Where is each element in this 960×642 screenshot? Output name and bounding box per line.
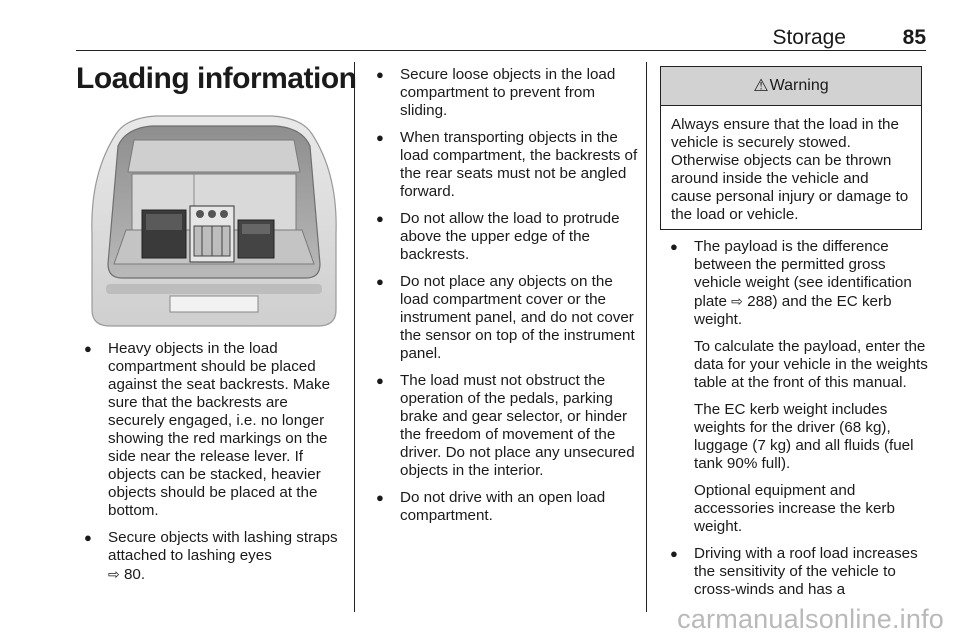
column-divider-2: [646, 62, 647, 612]
column-1: [84, 340, 346, 593]
list-item: ● The payload is the difference between the permitted gross vehicle weight (see identification plate ⇨ 288) and the EC kerb weight. To calculate the payload, enter the data for your vehicle in the weights table at the front of this manual. The EC kerb weight includes weights for the driver (68 kg), luggage (7 kg) and all fluids (fuel tank 90% full). Optional equipment and accessories increase the kerb weight.: [670, 238, 932, 536]
bullet-list-1: [84, 340, 346, 584]
column-2: [376, 66, 638, 534]
warning-triangle-icon: ⚠: [753, 76, 769, 95]
column-3: [670, 238, 932, 608]
bullet-list-3: [670, 238, 932, 599]
list-item: ● Do not allow the load to protrude above the upper edge of the backrests.: [376, 210, 638, 264]
page-title: Loading information: [76, 62, 357, 95]
car-load-compartment-illustration: [86, 114, 342, 328]
section-title: Storage: [772, 26, 846, 49]
list-item: ● Secure objects with lashing straps attached to lashing eyes ⇨ 80.: [84, 529, 346, 584]
list-item: ● Secure loose objects in the load compartment to prevent from sliding.: [376, 66, 638, 120]
header-divider: [76, 50, 926, 51]
column-divider-1: [354, 62, 355, 612]
page-header: [76, 26, 926, 56]
page-reference[interactable]: 288) and the EC kerb weight.: [694, 293, 892, 328]
warning-header: [661, 67, 921, 106]
warning-text: Always ensure that the load in the vehicle is securely stowed. Otherwise objects can be thrown around inside the vehicle and cause personal injury or damage to the load or vehicle.: [671, 116, 909, 223]
list-item: ● Do not place any objects on the load compartment cover or the instrument panel, and do not cover the sensor on top of the instrument panel.: [376, 273, 638, 363]
warning-title: Warning: [769, 77, 829, 94]
paragraph: To calculate the payload, enter the data for your vehicle in the weights table at the front of this manual.: [694, 338, 928, 391]
bullet-list-2: [376, 66, 638, 525]
paragraph: The EC kerb weight includes weights for the driver (68 kg), luggage (7 kg) and all fluids (fuel tank 90% full).: [694, 401, 914, 472]
paragraph: Optional equipment and accessories increase the kerb weight.: [694, 482, 895, 535]
list-item: ● Do not drive with an open load compartment.: [376, 489, 638, 525]
page-number: 85: [902, 26, 926, 49]
list-item: ● The load must not obstruct the operation of the pedals, parking brake and gear selector, or hinder the freedom of movement of the driver. Do not place any unsecured objects in the interior.: [376, 372, 638, 480]
page-reference[interactable]: 80.: [123, 566, 146, 583]
list-item: ● Heavy objects in the load compartment should be placed against the seat backrests. Make sure that the backrests are securely engaged, i.e. no longer showing the red markings on the side near the release lever. If objects can be stacked, heavier objects should be placed at the bottom.: [84, 340, 346, 520]
arrow-reference-icon: ⇨: [731, 293, 743, 309]
list-item: ● Driving with a roof load increases the sensitivity of the vehicle to cross-winds and has a: [670, 545, 932, 599]
watermark: carmanualsonline.info: [677, 604, 944, 634]
warning-box: [660, 66, 922, 230]
list-item: ● When transporting objects in the load compartment, the backrests of the rear seats must not be angled forward.: [376, 129, 638, 201]
arrow-reference-icon: ⇨: [108, 566, 120, 582]
